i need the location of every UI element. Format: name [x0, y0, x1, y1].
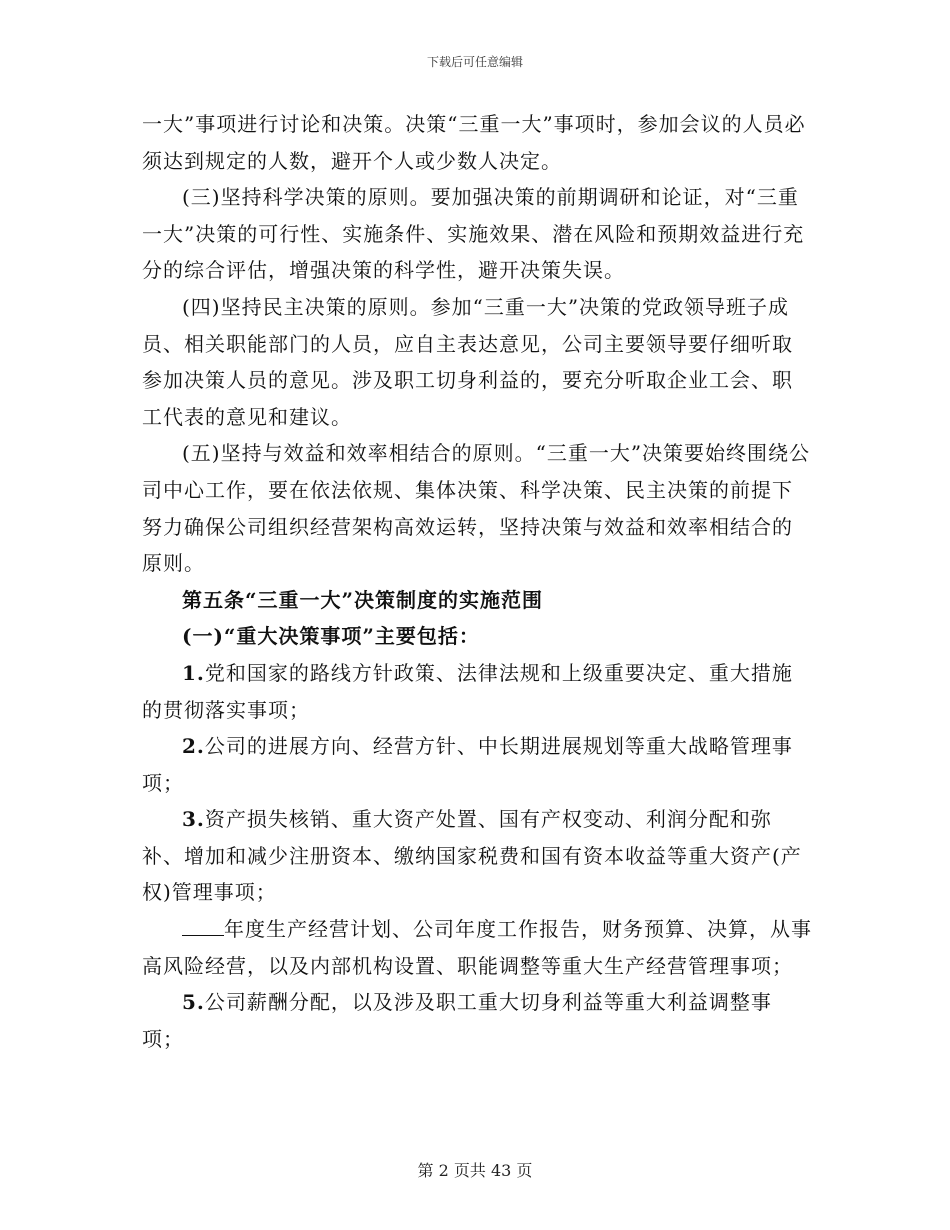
page-header: 下载后可任意编辑 — [426, 55, 523, 69]
list-item-text: 年度生产经营计划、公司年度工作报告，财务预算、决算，从事高风险经营，以及内部机构设置、职能调整等重大生产经营管理事项； — [142, 917, 812, 978]
list-item-text: 公司薪酬分配，以及涉及职工重大切身利益等重大利益调整事项； — [142, 990, 772, 1051]
paragraph-principle-4: (四)坚持民主决策的原则。参加“三重一大”决策的党政领导班子成员、相关职能部门的人员，应自主表达意见，公司主要领导要仔细听取参加决策人员的意见。涉及职工切身利益的，要充分听取企业工会、职工代表的意见和建议。 — [142, 294, 793, 429]
list-item-5 — [142, 984, 812, 1057]
list-item-1 — [142, 655, 812, 728]
blank-underline — [182, 919, 224, 936]
list-number: 2. — [182, 734, 205, 759]
list-item-text: 党和国家的路线方针政策、法律法规和上级重要决定、重大措施的贯彻落实事项； — [142, 660, 793, 722]
list-item-3 — [142, 801, 812, 911]
list-item-4 — [142, 911, 812, 984]
list-item-2 — [142, 728, 812, 801]
paragraph-principle-3: (三)坚持科学决策的原则。要加强决策的前期调研和论证，对“三重一大”决策的可行性、实施条件、实施效果、潜在风险和预期效益进行充分的综合评估，增强决策的科学性，避开决策失误。 — [142, 185, 805, 283]
page-footer: 第 2 页共 43 页 — [417, 1161, 533, 1180]
paragraph-continuation: 一大”事项进行讨论和决策。决策“三重一大”事项时，参加会议的人员必须达到规定的人数，避开个人或少数人决定。 — [142, 112, 806, 173]
document-body — [142, 106, 812, 1057]
paragraph-principle-5: (五)坚持与效益和效率相结合的原则。“三重一大”决策要始终围绕公司中心工作，要在依法依规、集体决策、科学决策、民主决策的前提下努力确保公司组织经营架构高效运转，坚持决策与效益和效率相结合的原则。 — [142, 441, 811, 576]
section-heading-article-5: 第五条“三重一大”决策制度的实施范围 — [182, 587, 544, 612]
list-number: 1. — [182, 660, 205, 685]
list-item-text: 公司的进展方向、经营方针、中长期进展规划等重大战略管理事项； — [142, 734, 793, 795]
subsection-heading-major-decisions: (一)“重大决策事项”主要包括： — [182, 624, 480, 649]
list-item-text: 资产损失核销、重大资产处置、国有产权变动、利润分配和弥补、增加和减少注册资本、缴纳国家税费和国有资本收益等重大资产(产权)管理事项； — [142, 807, 802, 905]
list-number: 3. — [182, 807, 205, 832]
list-number: 5. — [182, 990, 205, 1015]
